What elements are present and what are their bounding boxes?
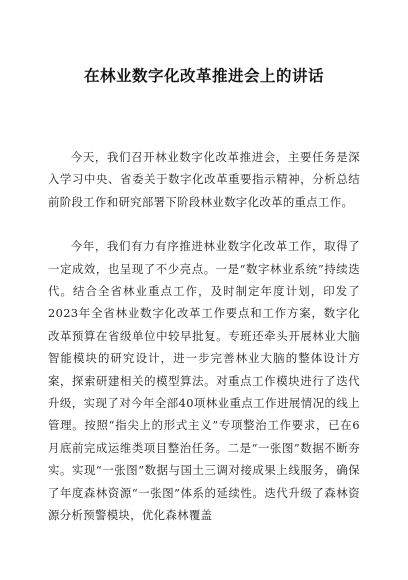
document-body xyxy=(48,146,360,527)
paragraph-1: 今天，我们召开林业数字化改革推进会，主要任务是深入学习中央、省委关于数字化改革重要指示精神，分析总结前阶段工作和研究部署下阶段林业数字化改革的重点工作。 xyxy=(48,150,360,209)
document-title: 在林业数字化改革推进会上的讲话 xyxy=(83,67,324,85)
paragraph-2: 今年，我们有力有序推进林业数字化改革工作，取得了一定成效，也呈现了不少亮点。一是“数字林业系统”持续迭代。结合全省林业重点工作，及时制定年度计划，印发了2023年全省林业数字化改革工作要点和工作方案，数字化改革预算在省级单位中较早批复。专班还牵头开展林业大脑智能模块的研究设计，进一步完善林业大脑的整体设计方案，探索研建相关的模型算法。对重点工作模块进行了迭代升级，实现了对今年全部40项林业重点工作进展情况的线上管理。按照“指尖上的形式主义”专项整治工作要求，已在6月底前完成运维类项目整治任务。二是“一张图”数据不断夯实。实现“一张图”数据与国土三调对接成果上线服务，确保了年度森林资源“一张图”体系的延续性。迭代升级了森林资源分析预警模块，优化森林覆盖 xyxy=(48,239,360,523)
